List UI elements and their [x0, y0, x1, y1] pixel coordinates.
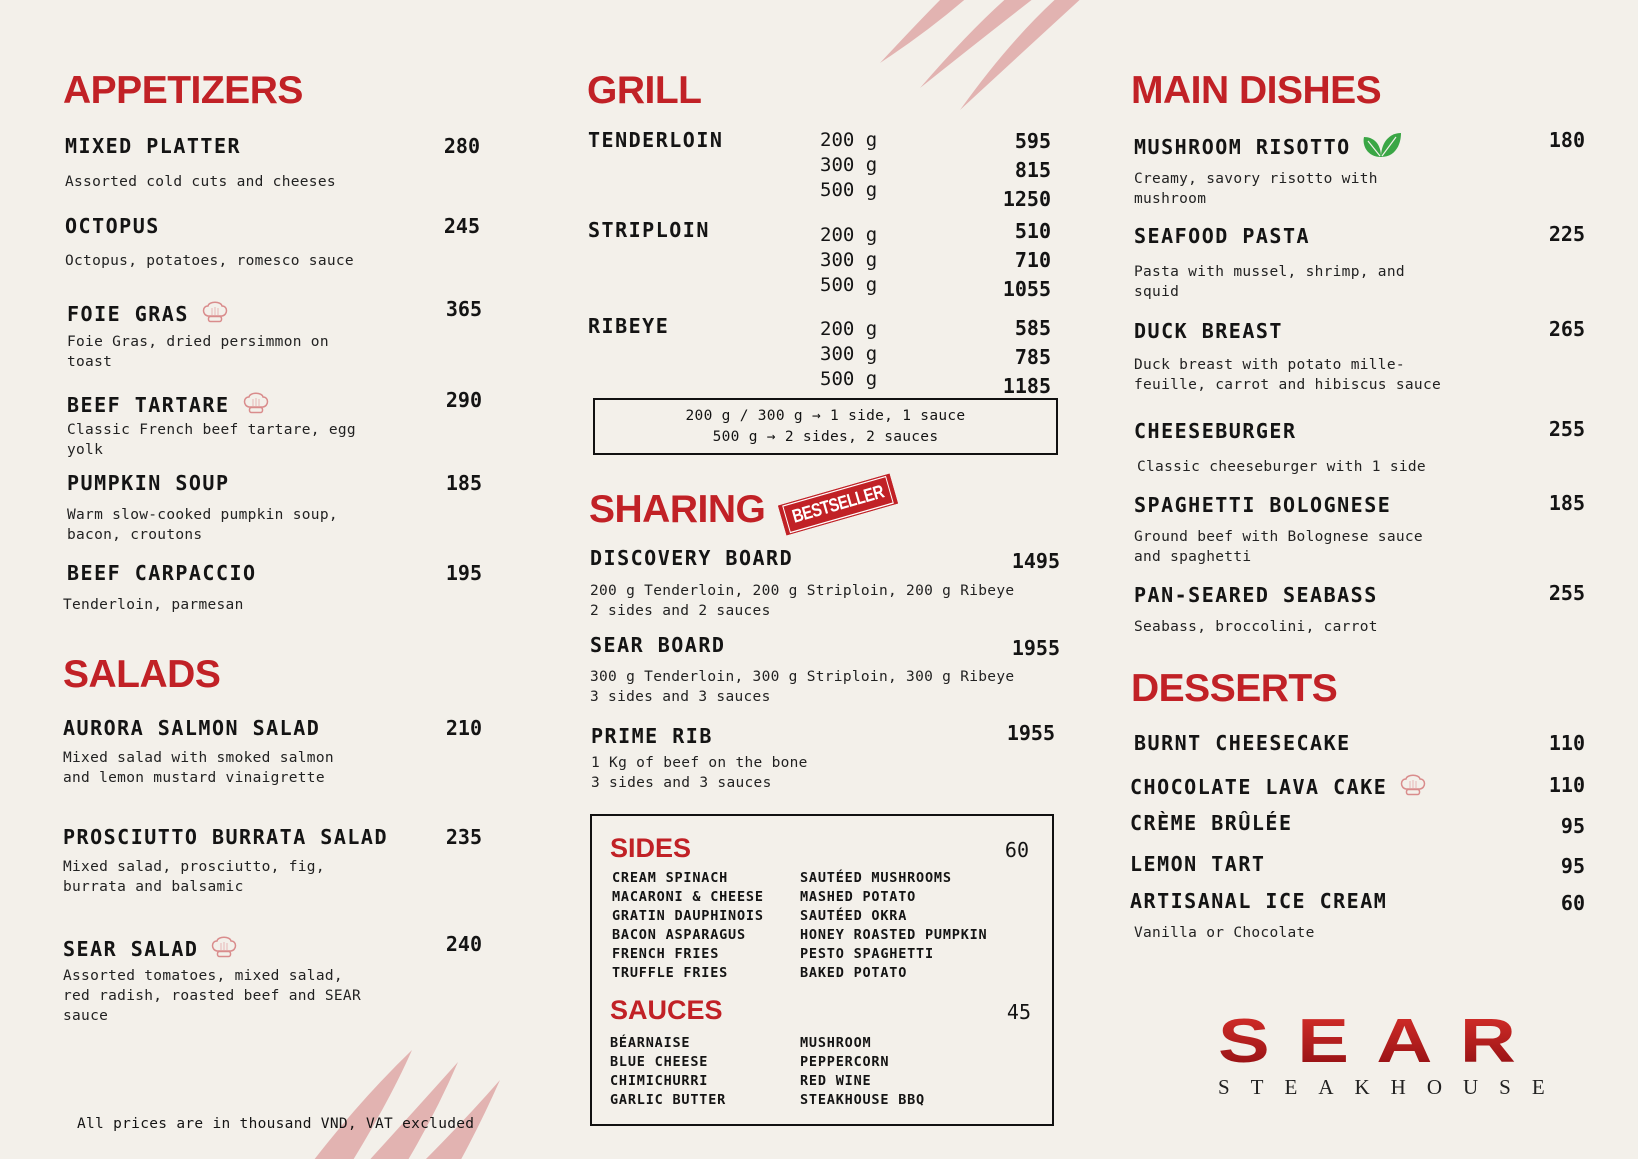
- menu-item-price: 1495: [1011, 549, 1060, 573]
- grill-weight: 500 g: [820, 368, 878, 390]
- menu-item-desc: Octopus, potatoes, romesco sauce: [65, 253, 354, 269]
- grill-price: 1055: [1002, 277, 1051, 301]
- menu-item-foie-gras: [67, 299, 229, 325]
- sauce-item: BÉARNAISE: [610, 1035, 691, 1051]
- grill-price: 510: [1014, 219, 1051, 243]
- menu-item-beef-tartare: [67, 390, 270, 416]
- menu-item-name: BURNT CHEESECAKE: [1134, 731, 1351, 755]
- menu-item-price: 235: [445, 825, 482, 849]
- bestseller-badge-label: BESTSELLER: [782, 476, 894, 533]
- sauce-item: MUSHROOM: [800, 1035, 872, 1051]
- menu-item-desc: Seabass, broccolini, carrot: [1134, 619, 1378, 635]
- grill-sides-note-box: [593, 398, 1058, 455]
- menu-item-name: DISCOVERY BOARD: [590, 546, 794, 570]
- menu-item-price: 195: [445, 561, 482, 585]
- menu-item-name: CHOCOLATE LAVA CAKE: [1130, 775, 1388, 799]
- menu-item-desc: 3 sides and 3 sauces: [591, 775, 772, 791]
- menu-item-desc: Creamy, savory risotto with mushroom: [1134, 171, 1378, 207]
- menu-item-desc: 1 Kg of beef on the bone: [591, 755, 808, 771]
- menu-item-price: 110: [1548, 773, 1585, 797]
- menu-item-name: ARTISANAL ICE CREAM: [1130, 889, 1388, 913]
- menu-item-price: 280: [443, 134, 480, 158]
- menu-item-name: PRIME RIB: [591, 724, 713, 748]
- menu-item-name: SEAR BOARD: [590, 633, 726, 657]
- menu-item-desc: Foie Gras, dried persimmon on toast: [67, 334, 329, 370]
- menu-item-desc: Classic cheeseburger with 1 side: [1137, 459, 1426, 475]
- menu-item-desc: Mixed salad with smoked salmon and lemon mustard vinaigrette: [63, 750, 334, 786]
- sauce-item: PEPPERCORN: [800, 1054, 890, 1070]
- bestseller-badge: [778, 474, 898, 536]
- appetizers-heading: APPETIZERS: [63, 69, 303, 112]
- side-item: PESTO SPAGHETTI: [800, 946, 934, 962]
- menu-item-mushroom-risotto: [1134, 131, 1403, 159]
- side-item: FRENCH FRIES: [612, 946, 720, 962]
- vegetarian-leaf-icon: [1361, 131, 1403, 159]
- menu-item-desc: 300 g Tenderloin, 300 g Striploin, 300 g Ribeye: [590, 669, 1015, 685]
- grill-weight: 200 g: [820, 224, 878, 246]
- menu-item-desc: Assorted tomatoes, mixed salad, red radish, roasted beef and SEAR sauce: [63, 968, 361, 1024]
- grill-heading: GRILL: [587, 69, 702, 112]
- menu-item-name: OCTOPUS: [65, 214, 160, 238]
- menu-item-desc: 2 sides and 2 sauces: [590, 603, 771, 619]
- menu-item-price: 1955: [1006, 721, 1055, 745]
- menu-item-price: 60: [1560, 891, 1585, 915]
- chef-hat-icon: [242, 390, 270, 416]
- side-item: SAUTÉED OKRA: [800, 908, 908, 924]
- menu-item-price: 185: [1548, 491, 1585, 515]
- menu-item-desc: Vanilla or Chocolate: [1134, 925, 1315, 941]
- menu-item-name: PROSCIUTTO BURRATA SALAD: [63, 825, 388, 849]
- menu-item-name: MUSHROOM RISOTTO: [1134, 135, 1351, 159]
- menu-item-desc: Classic French beef tartare, egg yolk: [67, 422, 356, 458]
- menu-item-name: SEAR SALAD: [63, 937, 199, 961]
- grill-weight: 500 g: [820, 274, 878, 296]
- sharing-heading: SHARING: [589, 488, 766, 531]
- grill-price: 595: [1014, 129, 1051, 153]
- menu-item-price: 180: [1548, 128, 1585, 152]
- grill-weight: 200 g: [820, 318, 878, 340]
- sides-list-col-2: [800, 869, 987, 983]
- menu-item-name: CHEESEBURGER: [1134, 419, 1297, 443]
- menu-item-price: 290: [445, 388, 482, 412]
- sauce-item: GARLIC BUTTER: [610, 1092, 727, 1108]
- menu-item-desc: Mixed salad, prosciutto, fig, burrata and balsamic: [63, 859, 325, 895]
- menu-item-desc: 200 g Tenderloin, 200 g Striploin, 200 g Ribeye: [590, 583, 1015, 599]
- grill-item-name: STRIPLOIN: [588, 218, 710, 242]
- grill-weight: 300 g: [820, 249, 878, 271]
- menu-item-price: 365: [445, 297, 482, 321]
- grill-item-name: RIBEYE: [588, 314, 670, 338]
- menu-item-price: 265: [1548, 317, 1585, 341]
- menu-item-name: BEEF TARTARE: [67, 393, 230, 417]
- menu-item-name: FOIE GRAS: [67, 302, 189, 326]
- chef-hat-icon: [201, 299, 229, 325]
- sauces-list-col-1: [610, 1034, 726, 1110]
- menu-item-price: 95: [1560, 814, 1585, 838]
- salads-heading: SALADS: [63, 653, 221, 696]
- sauces-list-col-2: [800, 1034, 925, 1110]
- main-dishes-heading: MAIN DISHES: [1131, 69, 1382, 112]
- grill-item-name: TENDERLOIN: [588, 128, 724, 152]
- grill-price: 1185: [1002, 374, 1051, 398]
- menu-item-name: SEAFOOD PASTA: [1134, 224, 1311, 248]
- side-item: BACON ASPARAGUS: [612, 927, 746, 943]
- chef-hat-icon: [210, 934, 238, 960]
- menu-item-name: MIXED PLATTER: [65, 134, 242, 158]
- side-item: MACARONI & CHEESE: [612, 889, 764, 905]
- desserts-heading: DESSERTS: [1131, 667, 1338, 710]
- menu-item-desc: Warm slow-cooked pumpkin soup, bacon, croutons: [67, 507, 338, 543]
- sides-sauces-box: [590, 814, 1054, 1126]
- grill-note-line-2: 500 g → 2 sides, 2 sauces: [712, 429, 939, 445]
- grill-price: 585: [1014, 316, 1051, 340]
- menu-item-name: PUMPKIN SOUP: [67, 471, 230, 495]
- grill-price: 815: [1014, 158, 1051, 182]
- menu-item-price: 255: [1548, 417, 1585, 441]
- menu-item-desc: Duck breast with potato mille-feuille, carrot and hibiscus sauce: [1134, 357, 1442, 393]
- side-item: HONEY ROASTED PUMPKIN: [800, 927, 988, 943]
- menu-item-price: 225: [1548, 222, 1585, 246]
- menu-item-desc: Pasta with mussel, shrimp, and squid: [1134, 264, 1405, 300]
- menu-item-name: LEMON TART: [1130, 852, 1266, 876]
- sides-list-col-1: [612, 869, 764, 983]
- menu-item-desc: Ground beef with Bolognese sauce and spaghetti: [1134, 529, 1423, 565]
- menu-item-price: 245: [443, 214, 480, 238]
- menu-item-price: 1955: [1011, 636, 1060, 660]
- side-item: GRATIN DAUPHINOIS: [612, 908, 764, 924]
- side-item: BAKED POTATO: [800, 965, 908, 981]
- grill-weight: 500 g: [820, 179, 878, 201]
- menu-item-chocolate-lava-cake: [1130, 772, 1427, 798]
- menu-item-name: AURORA SALMON SALAD: [63, 716, 321, 740]
- sides-price: 60: [1004, 838, 1029, 862]
- side-item: SAUTÉED MUSHROOMS: [800, 870, 952, 886]
- menu-item-desc: 3 sides and 3 sauces: [590, 689, 771, 705]
- menu-item-sear-salad: [63, 934, 238, 960]
- grill-price: 710: [1014, 248, 1051, 272]
- grill-weight: 300 g: [820, 154, 878, 176]
- menu-item-desc: Assorted cold cuts and cheeses: [65, 174, 336, 190]
- menu-item-price: 185: [445, 471, 482, 495]
- menu-item-name: BEEF CARPACCIO: [67, 561, 257, 585]
- menu-item-desc: Tenderloin, parmesan: [63, 597, 244, 613]
- side-item: CREAM SPINACH: [612, 870, 729, 886]
- menu-item-name: CRÈME BRÛLÉE: [1130, 811, 1293, 835]
- grill-weight: 200 g: [820, 129, 878, 151]
- menu-item-name: PAN-SEARED SEABASS: [1134, 583, 1378, 607]
- sear-steakhouse-logo: [1218, 1007, 1566, 1100]
- logo-wordmark: SEAR: [1218, 1011, 1638, 1073]
- menu-item-price: 110: [1548, 731, 1585, 755]
- sauces-price: 45: [1006, 1000, 1031, 1024]
- claw-scratch-top-decoration: [860, 0, 1120, 120]
- chef-hat-icon: [1399, 772, 1427, 798]
- grill-weight: 300 g: [820, 343, 878, 365]
- grill-price: 785: [1014, 345, 1051, 369]
- price-footnote: All prices are in thousand VND, VAT excluded: [77, 1116, 475, 1132]
- logo-subtitle: STEAKHOUSE: [1218, 1075, 1566, 1099]
- grill-price: 1250: [1002, 187, 1051, 211]
- menu-item-price: 210: [445, 716, 482, 740]
- claw-scratch-bottom-decoration: [290, 1040, 530, 1159]
- sides-heading: SIDES: [610, 833, 692, 863]
- menu-item-name: SPAGHETTI BOLOGNESE: [1134, 493, 1392, 517]
- grill-note-line-1: 200 g / 300 g → 1 side, 1 sauce: [685, 408, 966, 424]
- sauce-item: BLUE CHEESE: [610, 1054, 709, 1070]
- menu-item-price: 255: [1548, 581, 1585, 605]
- menu-item-price: 240: [445, 932, 482, 956]
- sauce-item: RED WINE: [800, 1073, 872, 1089]
- menu-item-name: DUCK BREAST: [1134, 319, 1283, 343]
- sauce-item: CHIMICHURRI: [610, 1073, 709, 1089]
- side-item: MASHED POTATO: [800, 889, 917, 905]
- side-item: TRUFFLE FRIES: [612, 965, 729, 981]
- menu-item-price: 95: [1560, 854, 1585, 878]
- sauce-item: STEAKHOUSE BBQ: [800, 1092, 925, 1108]
- sauces-heading: SAUCES: [610, 995, 723, 1025]
